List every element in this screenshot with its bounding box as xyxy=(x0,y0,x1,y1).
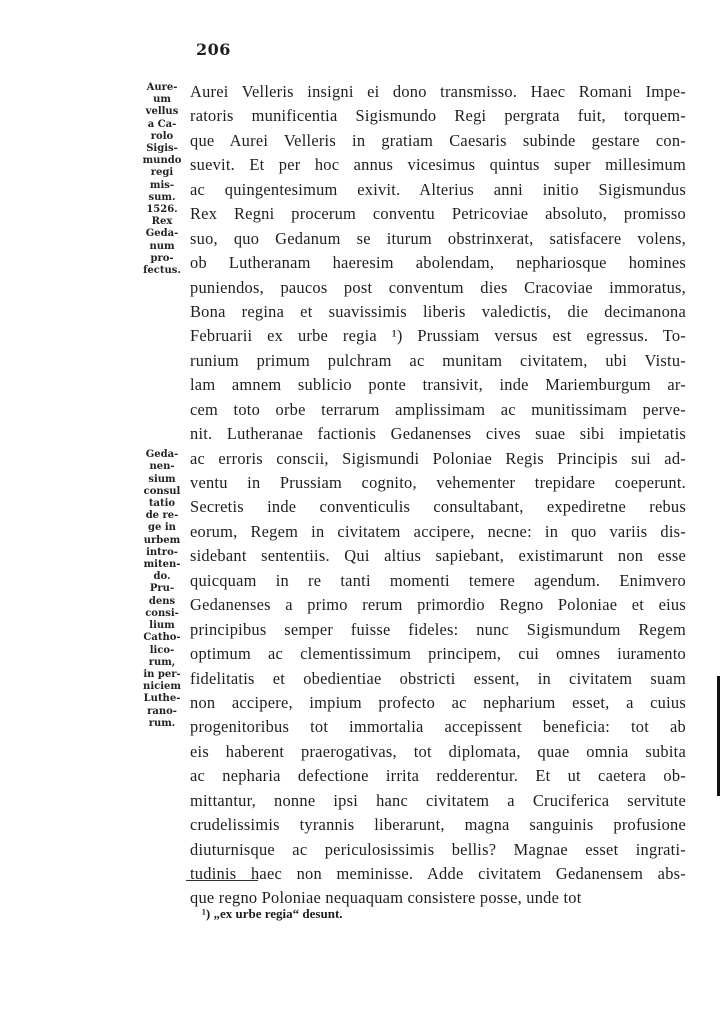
body-line: lam amnem sublicio ponte transivit, inde Mariemburgum ar- xyxy=(190,375,686,395)
body-line: ac quingentesimum exivit. Alterius anni initio Sigismundus xyxy=(190,179,686,199)
body-line: Aurei Velleris insigni ei dono transmisso. Haec Romani Impe- xyxy=(190,82,686,101)
margin-note-line: de re- xyxy=(145,510,179,522)
body-line: diuturnisque ac periculosissimis bellis? Magnae esset ingrati- xyxy=(190,839,686,859)
body-line: tudinis haec non meminisse. Adde civitatem Gedanensem abs- xyxy=(190,864,686,883)
margin-note-line: a Ca- xyxy=(147,118,177,130)
margin-note-line: ge in xyxy=(148,522,176,534)
body-line: Gedanenses a primo rerum primordio Regno Poloniae et eius xyxy=(190,595,686,615)
body-line: principibus semper fuisse fideles: nunc Sigismundum Regem xyxy=(190,619,686,639)
body-line: puniendos, paucos post conventum dies Cracoviae immoratus, xyxy=(190,277,686,297)
page-number: 206 xyxy=(196,40,231,59)
margin-note-line: nen- xyxy=(149,461,175,473)
footnote-text: „ex urbe regia“ desunt. xyxy=(213,906,343,921)
body-line: quicquam in re tanti momenti temere agendum. Enimvero xyxy=(190,570,686,590)
margin-note-line: um xyxy=(153,94,171,106)
margin-notes xyxy=(140,82,184,730)
body-line: ob Lutheranam haeresim abolendam, nephariosque homines xyxy=(190,253,686,273)
footnote-rule xyxy=(186,880,258,881)
margin-note-group xyxy=(140,449,184,730)
body-line: progenitoribus tot immortalia accepissent beneficia: tot ab xyxy=(190,717,686,737)
margin-note-line: Pru- xyxy=(149,583,175,595)
body-line: Secretis inde conventiculis consultabant, expediretne rebus xyxy=(190,497,686,517)
body-line: suo, quo Gedanum se iturum obstrinxerat, satisfacere volens, xyxy=(190,228,686,248)
body-line: Rex Regni procerum conventu Petricoviae absoluto, promisso xyxy=(190,204,686,224)
margin-note-line: Geda- xyxy=(145,449,179,461)
margin-note-line: Luthe- xyxy=(143,693,181,705)
body-line: ventu in Prussiam cognito, vehementer trepidare coeperunt. xyxy=(190,473,686,492)
footnote xyxy=(202,906,343,922)
margin-note-line: Rex xyxy=(151,216,173,228)
body-line: non accipere, impium profecto ac nepharium esset, a cuius xyxy=(190,692,686,712)
body-line: suevit. Et per hoc annus vicesimus quintus super millesimum xyxy=(190,155,686,175)
body-line: ratoris munificentia Sigismundo Regi pergrata fuit, torquem- xyxy=(190,106,686,126)
margin-note-line: rum. xyxy=(148,717,176,729)
margin-note-line: Catho- xyxy=(143,632,181,644)
body-line: ac erroris conscii, Sigismundi Poloniae Regis Principis sui ad- xyxy=(190,448,686,468)
body-line: optimum ac clementissimum principem, cui omnes iuramento xyxy=(190,644,686,664)
margin-note-line: mundo xyxy=(142,155,182,167)
margin-note-line: sium xyxy=(148,473,176,485)
margin-note-line: miten- xyxy=(143,559,181,571)
body-line: Februarii ex urbe regia ¹) Prussiam versus est egressus. To- xyxy=(190,326,686,346)
margin-note-line: Sigis- xyxy=(146,143,178,155)
body-line: Bona regina et suavissimis liberis valedictis, die decimanona xyxy=(190,301,686,321)
margin-note-line: dens xyxy=(148,595,176,607)
footnote-marker: ¹) xyxy=(202,906,211,921)
body-line: nit. Lutheranae factionis Gedanenses cives suae sibi impietatis xyxy=(190,424,686,444)
body-line: runium primum pulchram ac munitam civitatem, ubi Vistu- xyxy=(190,350,686,370)
body-line: crudelissimis tyrannis liberarunt, magna sanguinis profusione xyxy=(190,815,686,835)
margin-note-line: consul xyxy=(143,485,181,497)
margin-note-line: regi xyxy=(150,167,174,179)
body-line: que regno Poloniae nequaquam consistere posse, unde tot xyxy=(190,888,582,908)
margin-note-line: tatio xyxy=(148,498,176,510)
margin-note-line: 1526. xyxy=(146,204,178,216)
margin-note-line: do. xyxy=(153,571,171,583)
margin-note-line: rano- xyxy=(147,705,177,717)
body-line: eis haberent praerogativas, tot diplomata, quae omnia subita xyxy=(190,741,686,761)
margin-note-line: num xyxy=(149,240,175,252)
body-line: que Aurei Velleris in gratiam Caesaris subinde gestare con- xyxy=(190,130,686,150)
body-line: ac nepharia defectione irrita redderentur. Et ut caetera ob- xyxy=(190,766,686,786)
margin-note-line: intro- xyxy=(146,546,178,558)
margin-note-line: sum. xyxy=(148,191,176,203)
margin-note-line: lico- xyxy=(149,644,175,656)
margin-note-line: niciem xyxy=(143,681,181,693)
body-line: eorum, Regem in civitatem accipere, necne: in quo variis dis- xyxy=(190,521,686,541)
margin-note-line: in per- xyxy=(143,668,181,680)
body-line: fidelitatis et obedientiae obstricti essent, in civitatem suam xyxy=(190,668,686,688)
margin-note-line: Aure- xyxy=(146,82,178,93)
margin-note-line: mis- xyxy=(149,179,175,191)
body-line: mittantur, nonne ipsi hanc civitatem a Cruciferica servitute xyxy=(190,790,686,810)
body-text xyxy=(190,80,686,911)
body-line: cem toto orbe terrarum amplissimam ac munitissimam perve- xyxy=(190,399,686,419)
margin-note-line: pro- xyxy=(150,252,174,264)
margin-note-line: rum, xyxy=(148,656,176,668)
margin-note-line: fectus. xyxy=(143,265,181,277)
margin-note-line: lium xyxy=(149,620,175,632)
margin-note-line: urbem xyxy=(143,534,181,546)
margin-note-line: consi- xyxy=(145,607,179,619)
margin-note-line: vellus xyxy=(145,106,179,118)
margin-note-group xyxy=(140,82,184,277)
body-line: sidebant sententiis. Qui altius sapiebant, existimarunt non esse xyxy=(190,546,686,566)
margin-note-line: rolo xyxy=(150,130,174,142)
margin-note-line: Geda- xyxy=(145,228,179,240)
